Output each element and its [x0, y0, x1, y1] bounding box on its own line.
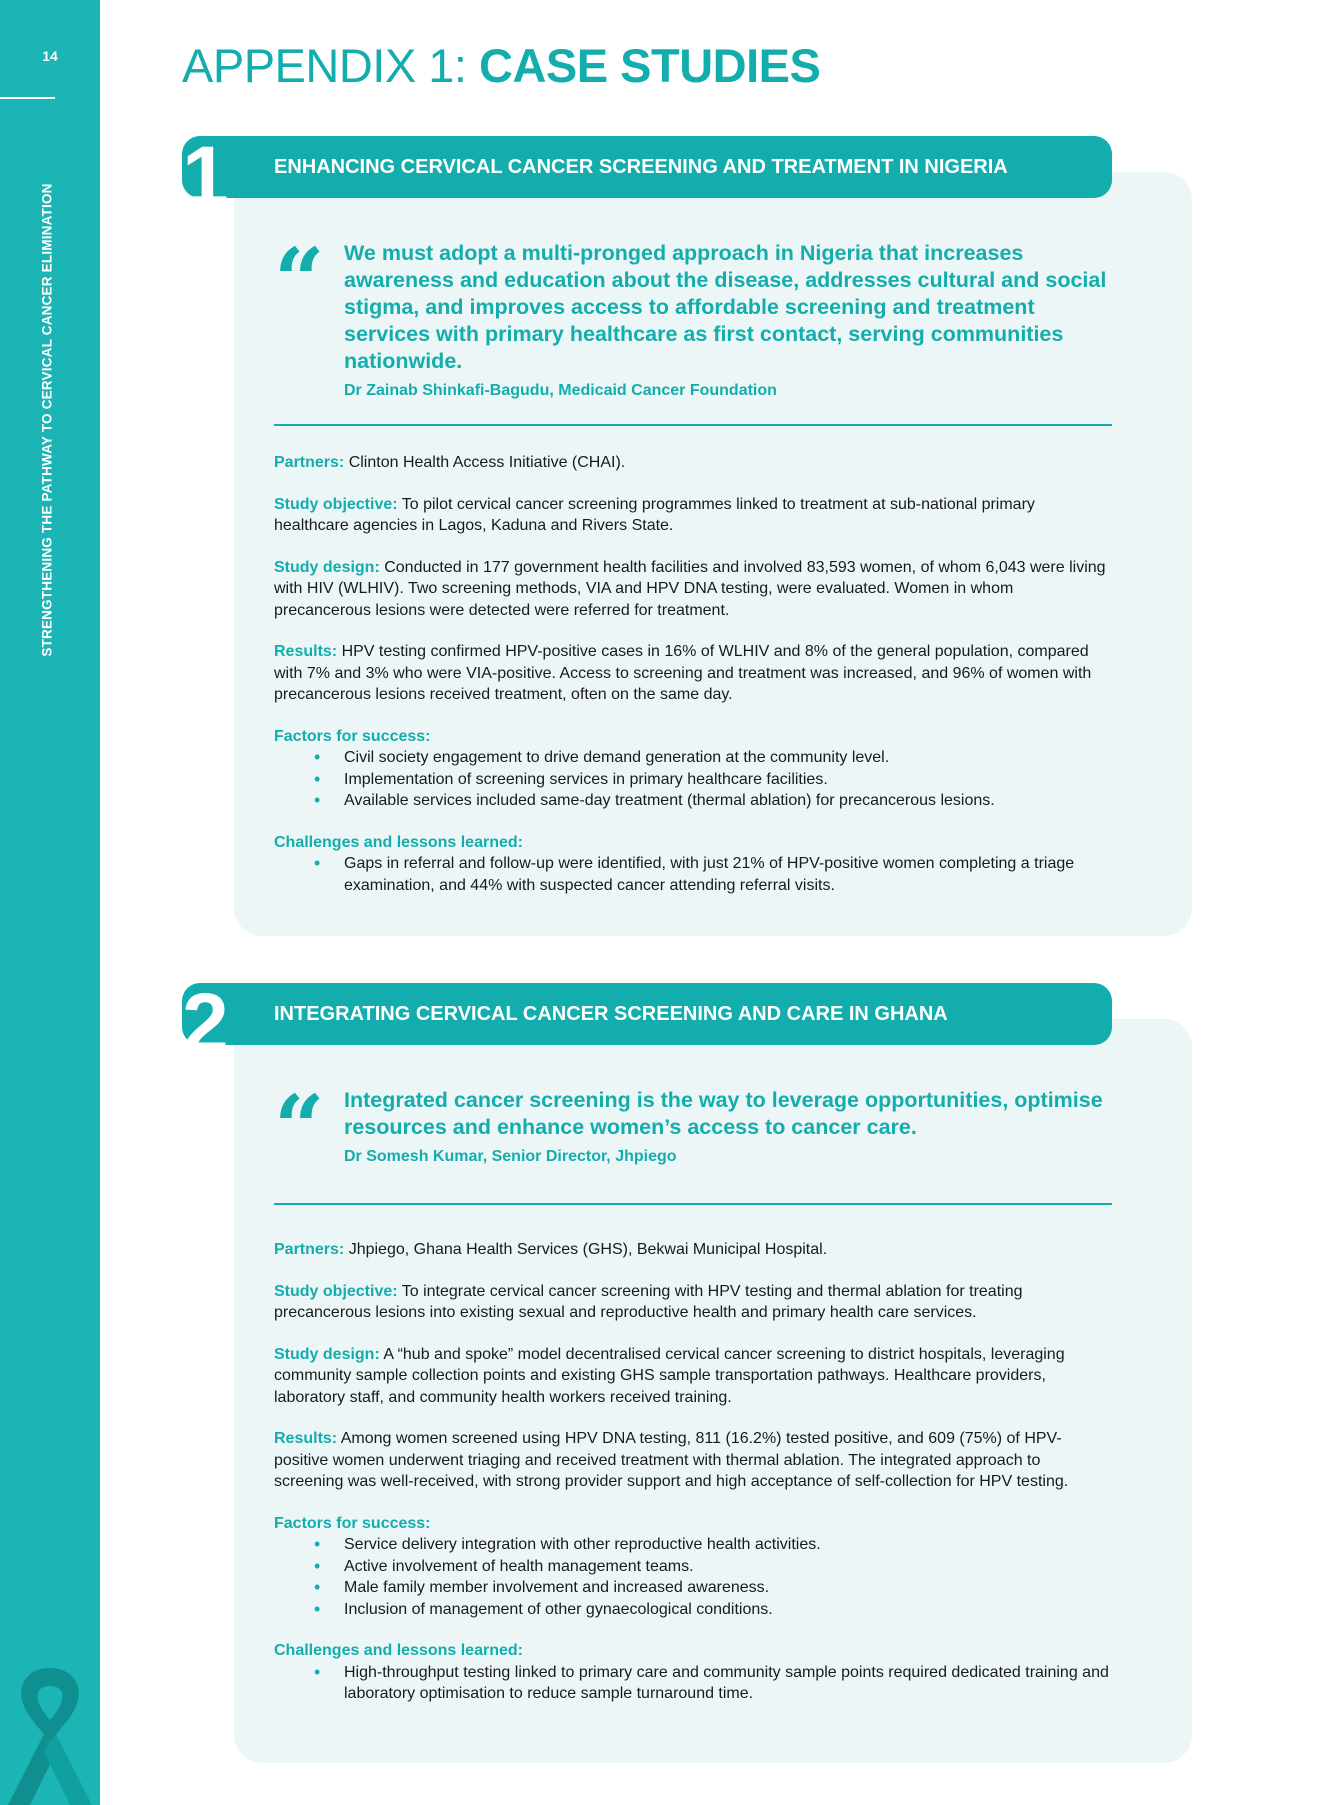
sidebar	[0, 0, 100, 1805]
partners-value: Clinton Health Access Initiative (CHAI).	[344, 454, 626, 471]
page-title	[182, 38, 820, 93]
case-study-2-body	[274, 1239, 1114, 1705]
challenges-list	[274, 1662, 1114, 1705]
study-objective	[274, 494, 1114, 537]
quote-text: Integrated cancer screening is the way to leverage opportunities, optimise resources and enhance women’s access to cancer care.	[344, 1088, 1103, 1139]
list-item: • Service delivery integration with other reproductive health activities.	[274, 1534, 1114, 1556]
factors-label: Factors for success:	[274, 1514, 431, 1532]
partners-label: Partners:	[274, 454, 345, 471]
case-study-1-quote	[274, 228, 1114, 400]
results-label: Results:	[274, 1430, 338, 1447]
challenges-label: Challenges and lessons learned:	[274, 1642, 523, 1659]
study-objective-label: Study objective:	[274, 495, 398, 513]
divider-rule	[274, 424, 1112, 426]
study-design	[274, 1344, 1114, 1409]
study-design-label: Study design:	[274, 1345, 380, 1363]
case-study-2-quote	[274, 1075, 1114, 1179]
page-number: 14	[42, 48, 58, 64]
list-item: • Available services included same-day treatment (thermal ablation) for precancerous lesions.	[274, 790, 1114, 812]
list-item: • Inclusion of management of other gynaecological conditions.	[274, 1599, 1114, 1621]
case-study-2-title: INTEGRATING CERVICAL CANCER SCREENING AND CARE IN GHANA	[274, 1003, 948, 1025]
study-design	[274, 557, 1114, 622]
case-study-1-body	[274, 452, 1114, 896]
study-objective	[274, 1281, 1114, 1324]
sidebar-vertical-title: STRENGTHENING THE PATHWAY TO CERVICAL CANCER ELIMINATION	[39, 183, 55, 657]
partners	[274, 452, 1114, 474]
list-item: • Civil society engagement to drive demand generation at the community level.	[274, 747, 1114, 769]
study-objective-value: To pilot cervical cancer screening programmes linked to treatment at sub-national primary healthcare agencies in Lagos, Kaduna and Rivers State.	[274, 495, 1035, 534]
study-objective-label: Study objective:	[274, 1282, 398, 1300]
challenges-label: Challenges and lessons learned:	[274, 833, 523, 851]
study-design-value: A “hub and spoke” model decentralised cervical cancer screening to district hospitals, leveraging community sample collection points and existing GHS sample transportation pathways. Healthcare providers, laboratory staff, and community health workers received training.	[274, 1345, 1065, 1406]
awareness-ribbon-icon	[0, 1660, 100, 1805]
partners-label: Partners:	[274, 1241, 345, 1258]
quote-mark-icon: “	[274, 1075, 325, 1179]
page-title-light: APPENDIX 1:	[182, 39, 479, 92]
quote-mark-icon: “	[274, 228, 325, 332]
results-label: Results:	[274, 643, 338, 660]
factors-list	[274, 1534, 1114, 1620]
study-objective-value: To integrate cervical cancer screening with HPV testing and thermal ablation for treating precancerous lesions into existing sexual and reproductive health and primary health care services.	[274, 1282, 1023, 1321]
list-item: • Implementation of screening services in primary healthcare facilities.	[274, 769, 1114, 791]
list-item: • Gaps in referral and follow-up were identified, with just 21% of HPV-positive women completing a triage examination, and 44% with suspected cancer attending referral visits.	[274, 853, 1114, 896]
study-design-value: Conducted in 177 government health facilities and involved 83,593 women, of whom 6,043 were living with HIV (WLHIV). Two screening methods, VIA and HPV DNA testing, were evaluated. Women in whom precancerous lesions were detected were referred for treatment.	[274, 558, 1106, 619]
results	[274, 641, 1114, 706]
quote-text: We must adopt a multi-pronged approach in Nigeria that increases awareness and education about the disease, addresses cultural and social stigma, and improves access to affordable screening and treatment services with primary healthcare as first contact, serving communities nationwide.	[344, 241, 1107, 373]
case-study-1	[182, 129, 1192, 936]
results-value: HPV testing confirmed HPV-positive cases in 16% of WLHIV and 8% of the general population, compared with 7% and 3% who were VIA-positive. Access to screening and treatment was increased, and 96% of women with precancerous lesions received treatment, often on the same day.	[274, 643, 1092, 703]
partners-value: Jhpiego, Ghana Health Services (GHS), Bekwai Municipal Hospital.	[344, 1241, 828, 1258]
sidebar-divider	[0, 97, 55, 99]
factors-list	[274, 747, 1114, 812]
case-study-1-number: 1	[182, 129, 226, 223]
quote-attribution: Dr Zainab Shinkafi-Bagudu, Medicaid Cancer Foundation	[344, 382, 777, 399]
list-item: • Male family member involvement and increased awareness.	[274, 1577, 1114, 1599]
results-value: Among women screened using HPV DNA testing, 811 (16.2%) tested positive, and 609 (75%) of HPV-positive women underwent triaging and received treatment with thermal ablation. The integrated approach to screening was well-received, with strong provider support and high acceptance of self-collection for HPV testing.	[274, 1430, 1069, 1490]
study-design-label: Study design:	[274, 558, 380, 576]
case-study-2-number: 2	[182, 976, 226, 1070]
list-item: • Active involvement of health management teams.	[274, 1556, 1114, 1578]
page-title-bold: CASE STUDIES	[479, 39, 821, 92]
case-study-1-header	[182, 129, 1112, 223]
results	[274, 1428, 1114, 1493]
case-study-1-title: ENHANCING CERVICAL CANCER SCREENING AND TREATMENT IN NIGERIA	[274, 156, 1008, 178]
divider-rule	[274, 1203, 1112, 1205]
quote-attribution: Dr Somesh Kumar, Senior Director, Jhpiego	[344, 1148, 677, 1165]
case-study-2-header	[182, 976, 1112, 1070]
challenges-list	[274, 853, 1114, 896]
factors-label: Factors for success:	[274, 727, 431, 745]
case-study-2	[182, 976, 1192, 1763]
partners	[274, 1239, 1114, 1261]
list-item: • High-throughput testing linked to primary care and community sample points required dedicated training and laboratory optimisation to reduce sample turnaround time.	[274, 1662, 1114, 1705]
